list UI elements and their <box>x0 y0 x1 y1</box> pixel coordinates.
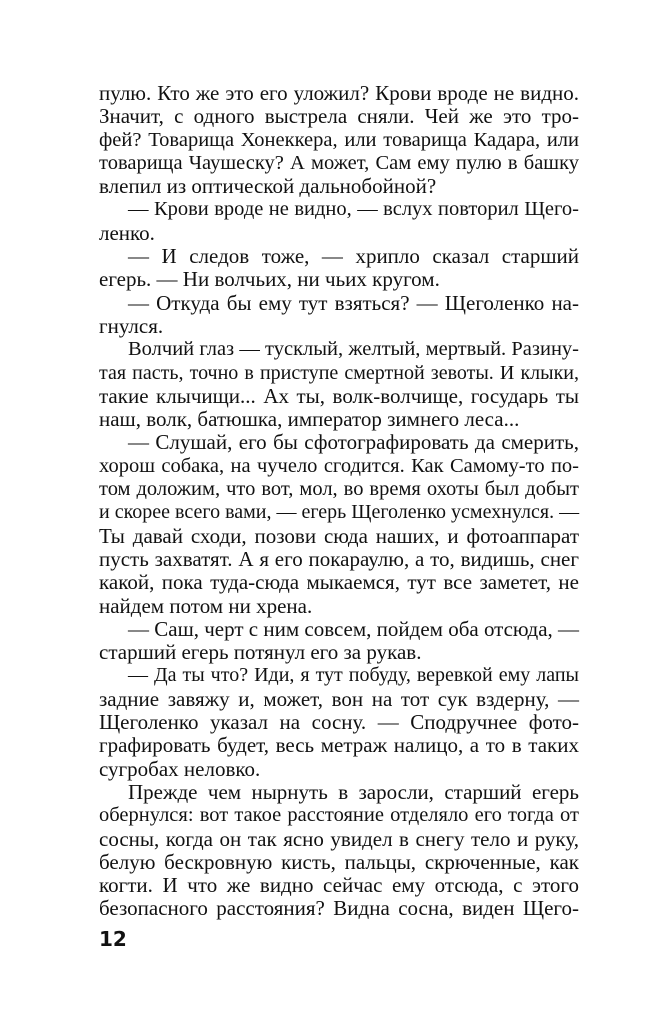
text-line: найдем потом ни хрена. <box>99 593 313 618</box>
text-line: — И следов тоже, — хрипло сказал старший <box>128 244 579 269</box>
text-line: такие клычищи... Ах ты, волк-волчище, государь ты <box>99 383 579 408</box>
text-line: Волчий глаз — тусклый, желтый, мертвый. Разину- <box>128 338 579 361</box>
text-line: задние завяжу и, может, вон на тот сук вздерну, — <box>99 686 579 711</box>
text-line: какой, пока туда-сюда мыкаемся, тут все заметет, не <box>99 570 579 595</box>
text-line: ленко. <box>99 220 155 245</box>
text-line: — Саш, черт с ним совсем, пойдем оба отсюда, — <box>128 616 580 641</box>
text-line: — Крови вроде не видно, — вслух повторил Щего- <box>128 198 579 221</box>
text-line: гнулся. <box>99 313 164 338</box>
text-line: егерь. — Ни волчьих, ни чьих кругом. <box>99 267 440 292</box>
page-body-text <box>99 82 579 921</box>
text-line: товарища Чаушеску? А может, Сам ему пулю в башку <box>99 151 579 174</box>
text-line: хорош собака, на чучело сгодится. Как Самому-то по- <box>99 454 579 477</box>
text-line: фей? Товарища Хонеккера, или товарища Кадара, или <box>99 128 579 151</box>
text-line: безопасного расстояния? Видна сосна, виден Щего- <box>99 896 579 921</box>
text-line: сугробах неловко. <box>99 756 261 781</box>
text-line: влепил из оптической дальнобойной? <box>99 174 437 199</box>
text-line: пулю. Кто же это его уложил? Крови вроде не видно. <box>99 81 579 105</box>
page-number: 12 <box>99 927 127 951</box>
text-line: том доложим, что вот, мол, во время охоты был добыт <box>99 478 579 501</box>
text-line: — Слушай, его бы сфотографировать да смерить, <box>128 430 579 455</box>
text-line: графировать будет, весь метраж налицо, а то в таких <box>99 733 579 758</box>
text-line: — Откуда бы ему тут взяться? — Щеголенко на- <box>128 290 579 315</box>
text-line: тая пасть, точно в приступе смертной зевоты. И клыки, <box>99 361 579 384</box>
text-line: Щеголенко указал на сосну. — Сподручнее фото- <box>99 710 579 735</box>
text-line: когти. И что же видно сейчас ему отсюда, с этого <box>99 873 579 898</box>
text-line: Значит, с одного выстрела сняли. Чей же это тро- <box>99 104 579 129</box>
text-line: Ты давай сходи, позови сюда наших, и фотоаппарат <box>99 523 579 548</box>
text-line: сосны, когда он так ясно увидел в снегу тело и руку, <box>99 826 579 851</box>
text-line: белую бескровную кисть, пальцы, скрюченные, как <box>99 849 579 874</box>
text-line: наш, волк, батюшка, император зимнего леса... <box>99 407 520 432</box>
text-line: старший егерь потянул его за рукав. <box>99 640 422 665</box>
text-line: и скорее всего вами, — егерь Щеголенко усмехнулся. — <box>99 501 580 524</box>
text-line: пусть захватят. А я его покараулю, а то, видишь, снег <box>99 546 579 571</box>
text-line: — Да ты что? Иди, я тут побуду, веревкой ему лапы <box>128 664 579 687</box>
text-line: обернулся: вот такое расстояние отделяло его тогда от <box>99 804 579 827</box>
text-line: Прежде чем нырнуть в заросли, старший егерь <box>128 779 579 804</box>
